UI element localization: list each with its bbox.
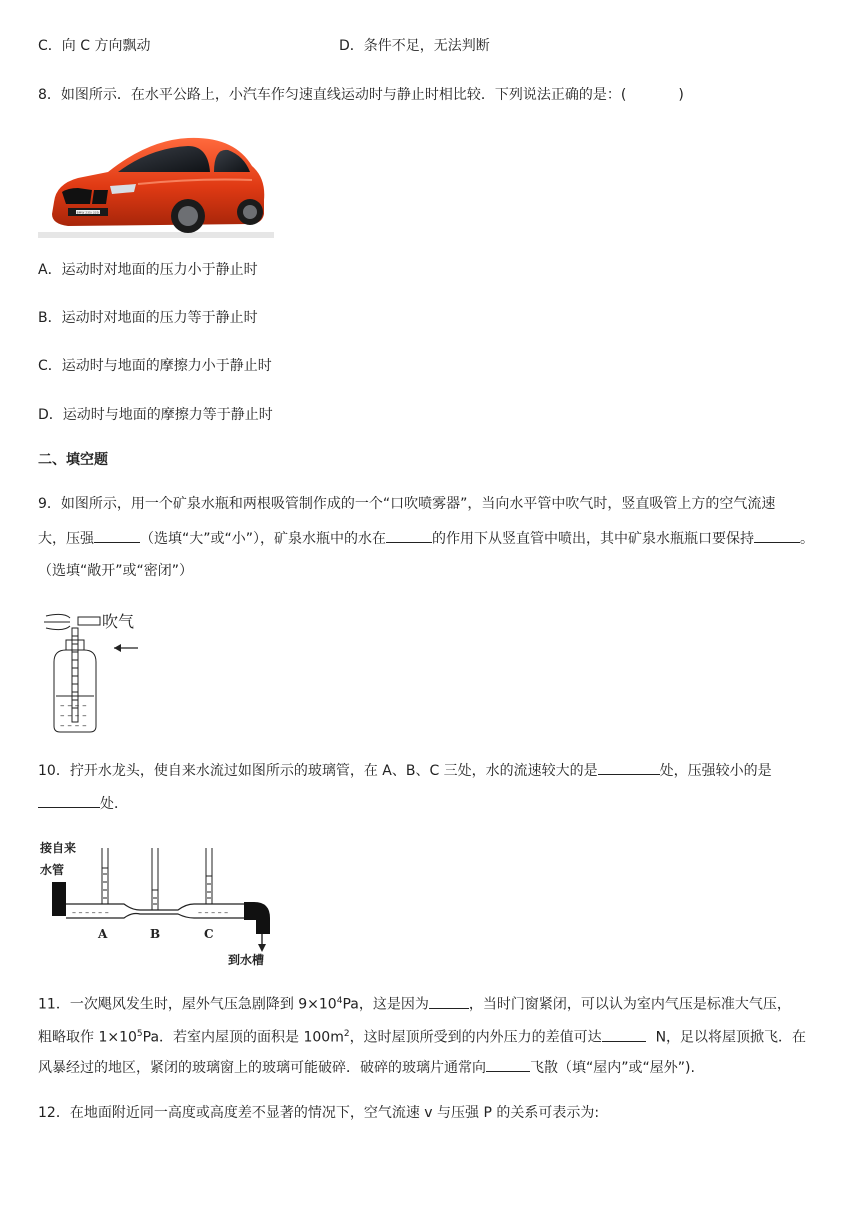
- q9-text-b: （选填“大”或“小”），矿泉水瓶中的水在: [140, 531, 387, 547]
- q8-option-a: A．运动时对地面的压力小于静止时: [38, 262, 258, 278]
- q9-blank-3[interactable]: [754, 528, 800, 543]
- q11-exp-3: 2: [343, 1029, 350, 1039]
- glass-tube-figure: [38, 838, 278, 968]
- q8-option-b: B．运动时对地面的压力等于静止时: [38, 310, 258, 326]
- q11-text-1a: 11．一次飓风发生时，屋外气压急剧降到 9×10: [38, 996, 337, 1013]
- q11-text-2c: ，这时屋顶所受到的内外压力的差值可达: [349, 1029, 602, 1046]
- car-figure: [38, 132, 274, 240]
- q9-text-c: 的作用下从竖直管中喷出，其中矿泉水瓶瓶口要保持: [432, 531, 755, 547]
- q7-option-c: C．向 C 方向飘动: [38, 38, 151, 54]
- label-b: B: [150, 927, 161, 941]
- q11-text-1b: Pa，这是因为: [342, 996, 429, 1013]
- section-title: 二、填空题: [38, 452, 108, 468]
- sprayer-figure: [40, 608, 150, 736]
- q9-text-a: 大，压强: [38, 531, 94, 547]
- q11-text-2a: 粗略取作 1×10: [38, 1029, 137, 1046]
- q11-line3: [38, 1057, 695, 1078]
- q10-blank-1[interactable]: [598, 760, 660, 775]
- q10-line2: [38, 793, 128, 814]
- q8-option-d: D．运动时与地面的摩擦力等于静止时: [38, 407, 273, 423]
- q11-exp-2: 5: [136, 1029, 143, 1039]
- q11-line1: [38, 991, 791, 1015]
- q12-line1: 12．在地面附近同一高度或高度差不显著的情况下，空气流速 v 与压强 P 的关系可表示为:: [38, 1105, 600, 1121]
- inlet-label-2: 水管: [40, 863, 65, 877]
- license-plate: BMW 235i 335i: [76, 210, 100, 215]
- q11-blank-2[interactable]: [602, 1027, 646, 1042]
- q10-text-a: 10．拧开水龙头，使自来水流过如图所示的玻璃管，在 A、B、C 三处，水的流速较大的是: [38, 763, 598, 779]
- q11-text-2b: Pa．若室内屋顶的面积是 100m: [142, 1029, 344, 1046]
- svg-text:– – – –: – – – –: [60, 721, 87, 731]
- q11-text-2d: N，足以将屋顶掀飞．在: [655, 1029, 807, 1046]
- outlet-label: 到水槽: [228, 953, 265, 967]
- q9-line3: （选填“敞开”或“密闭”）: [38, 563, 194, 579]
- label-a: A: [98, 927, 108, 941]
- q9-blank-1[interactable]: [94, 528, 140, 543]
- q8-option-c: C．运动时与地面的摩擦力小于静止时: [38, 358, 272, 374]
- q11-text-3b: 飞散（填“屋内”或“屋外”).: [530, 1060, 695, 1076]
- svg-text:– – – –: – – – –: [60, 711, 87, 721]
- q11-exp-1: 4: [336, 996, 343, 1006]
- q10-text-b: 处，压强较小的是: [659, 763, 772, 779]
- q11-text-3a: 风暴经过的地区，紧闭的玻璃窗上的玻璃可能破碎．破碎的玻璃片通常向: [38, 1060, 486, 1076]
- q11-blank-1[interactable]: [429, 994, 469, 1009]
- q10-blank-2[interactable]: [38, 793, 100, 808]
- q11-text-1c: ，当时门窗紧闭，可以认为室内气压是标准大气压，: [468, 996, 791, 1013]
- q8-stem: [38, 85, 684, 105]
- q10-text-c: 处．: [100, 796, 128, 812]
- q11-line2: [38, 1024, 806, 1048]
- svg-text:– – – – –: – – – – –: [198, 908, 229, 917]
- q11-blank-3[interactable]: [486, 1057, 530, 1072]
- q9-line1: 9．如图所示，用一个矿泉水瓶和两根吸管制作成的一个“口吹喷雾器”，当向水平管中吹气时，竖直吸管上方的空气流速: [38, 496, 776, 512]
- q9-text-d: 。: [800, 531, 815, 547]
- q8-stem-close: ): [678, 87, 684, 103]
- svg-text:– – – – – –: – – – – – –: [72, 908, 109, 917]
- svg-text:– – – –: – – – –: [60, 701, 87, 711]
- blow-label: 吹气: [102, 612, 135, 631]
- label-c: C: [204, 927, 214, 941]
- q7-option-d: D．条件不足，无法判断: [339, 38, 490, 54]
- q9-line2: [38, 528, 814, 549]
- inlet-label-1: 接自来: [40, 841, 77, 855]
- q10-line1: [38, 760, 772, 781]
- q8-stem-text: 8．如图所示．在水平公路上，小汽车作匀速直线运动时与静止时相比较．下列说法正确的是：(: [38, 87, 627, 103]
- q9-blank-2[interactable]: [386, 528, 432, 543]
